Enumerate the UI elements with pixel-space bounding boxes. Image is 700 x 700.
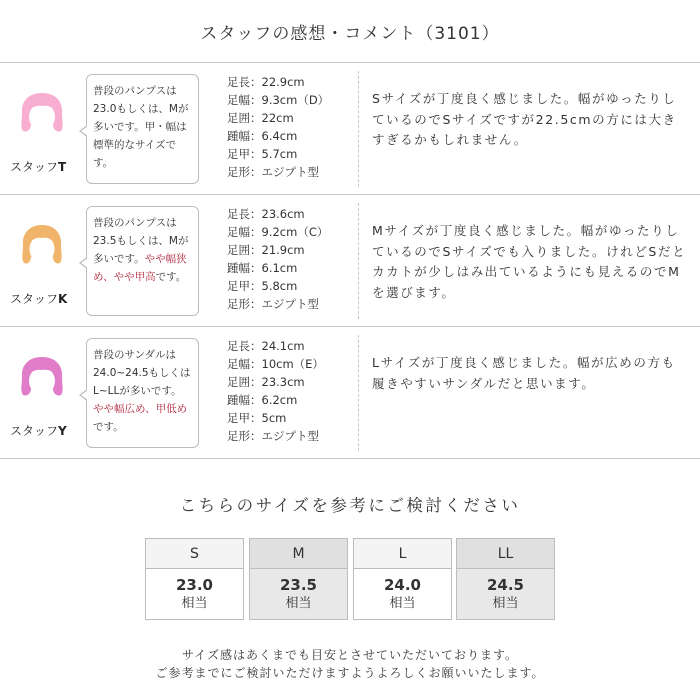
size-label: L [354,539,451,569]
row-divider [358,335,359,451]
staff-k-name: スタッフK [10,292,68,306]
staff-y-name: スタッフY [10,424,67,438]
disclaimer-note: サイズ感はあくまでも目安とさせていただいております。 [181,648,519,662]
size-label: LL [457,539,554,569]
staff-t-avatar-icon [18,91,66,135]
row-divider [358,71,359,187]
size-equivalent: 23.5 相当 [250,569,347,619]
row-divider [358,203,359,319]
staff-row-t [0,63,700,195]
size-label: S [146,539,243,569]
size-box-l [353,538,452,620]
reference-title: こちらのサイズを参考にご検討ください [179,496,521,515]
size-equivalent: 23.0 相当 [175,575,213,611]
staff-row-y [0,327,700,459]
size-label: M [250,539,347,569]
staff-y-comment: Lサイズが丁度良く感じました。幅が広めの方も履きやすいサンダルだと思います。 [372,355,676,391]
size-equivalent: 24.0 相当 [383,575,421,611]
staff-k-avatar-icon [18,223,66,267]
size-box-m [249,538,348,620]
size-box-ll [456,538,555,620]
staff-y-shoe-habit: 普段のサンダルは 24.0~24.5もしくは L~LLが多いです。 やや幅広め、甲低め です。 [86,338,199,448]
staff-y-measurements: 足長：24.1cm 足幅：10cm（E） 足囲：23.3cm 踵幅：6.2cm 足甲：5cm 足形：エジプト型 [227,339,324,443]
page-title: スタッフの感想・コメント（3101） [0,0,700,63]
size-box-s [145,538,244,620]
staff-row-k [0,195,700,327]
staff-k-measurements: 足長：23.6cm 足幅：9.2cm（C） 足囲：21.9cm 踵幅：6.1cm 足甲：5.8cm 足形：エジプト型 [227,207,329,311]
staff-k-comment: Mサイズが丁度良く感じました。幅がゆったりしているのでSサイズでも入りました。けれどSだとカカトが少しはみ出ているようにも見えるのでMを選びます。 [372,223,687,300]
staff-t-shoe-habit: 普段のパンプスは 23.0もしくは、Mが 多いです。甲・幅は 標準的なサイズです。 [86,74,199,184]
disclaimer-note: ご参考までにご検討いただけますようよろしくお願いいたします。 [155,666,545,680]
staff-t-comment: Sサイズが丁度良く感じました。幅がゆったりしているのでSサイズですが22.5cmの方には大きすぎるかもしれません。 [372,91,677,147]
staff-t-name: スタッフT [10,160,67,174]
staff-k-shoe-habit: 普段のパンプスは 23.5もしくは、Mが 多いです。やや幅狭 め、やや甲高です。 [86,206,199,316]
size-equivalent: 24.5 相当 [457,569,554,619]
staff-t-measurements: 足長：22.9cm 足幅：9.3cm（D） 足囲：22cm 踵幅：6.4cm 足甲：5.7cm 足形：エジプト型 [227,75,330,179]
staff-y-avatar-icon [18,355,66,399]
